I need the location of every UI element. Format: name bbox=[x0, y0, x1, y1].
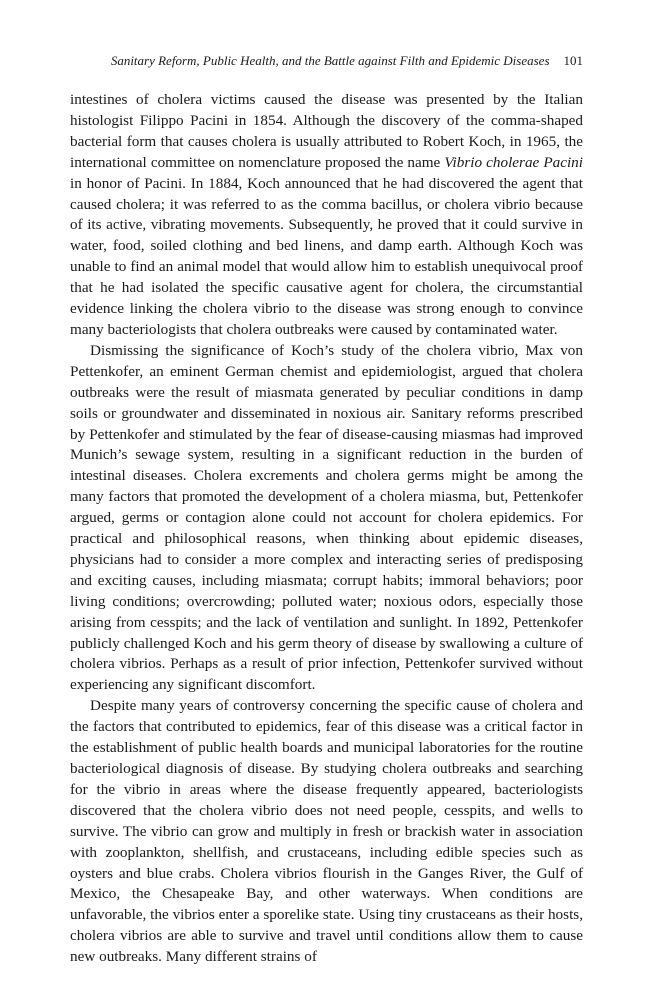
paragraph-3: Despite many years of controversy concerning the specific cause of cholera and the factors that contributed to epidemics, fear of this disease was a critical factor in the establishment of public health boards and municipal laboratories for the routine bacteriological diagnosis of disease. By studying cholera outbreaks and searching for the vibrio in areas where the disease frequently appeared, bacteriologists discovered that the cholera vibrio does not need people, cesspits, and wells to survive. The vibrio can grow and multiply in fresh or brackish water in association with zooplankton, shellfish, and crustaceans, including edible species such as oysters and blue crabs. Cholera vibrios flourish in the Ganges River, the Gulf of Mexico, the Chesapeake Bay, and other waterways. When conditions are unfavorable, the vibrios enter a sporelike state. Using tiny crustaceans as their hosts, cholera vibrios are able to survive and travel until conditions allow them to cause new outbreaks. Many different strains of bbox=[70, 697, 583, 966]
running-title: Sanitary Reform, Public Health, and the Battle against Filth and Epidemic Diseases bbox=[110, 53, 550, 68]
paragraph-1-text-after: in honor of Pacini. In 1884, Koch announced that he had discovered the agent that caused cholera; it was referred to as the comma bacillus, or cholera vibrio because of its active, vibrating movements. Subsequently, he proved that it could survive in water, food, soiled clothing and bed linens, and damp earth. Although Koch was unable to find an animal model that would allow him to establish unequivocal proof that he had isolated the specific causative agent for cholera, the circumstantial evidence linking the cholera vibrio to the disease was strong enough to convince many bacteriologists that cholera outbreaks were caused by contaminated water. bbox=[70, 174, 583, 338]
paragraph-1-text-before: intestines of cholera victims caused the disease was presented by the Italian histologist Filippo Pacini in 1854. Although the discovery of the comma-shaped bacterial form that causes cholera is usually attributed to Robert Koch, in 1965, the international committee on nomenclature proposed the name bbox=[70, 91, 583, 171]
book-page bbox=[70, 52, 583, 968]
running-header bbox=[70, 52, 583, 70]
species-name: Vibrio cholerae Pacini bbox=[444, 153, 583, 171]
page-number: 101 bbox=[563, 53, 583, 68]
paragraph-2: Dismissing the significance of Koch’s study of the cholera vibrio, Max von Pettenkofer, an eminent German chemist and epidemiologist, argued that cholera outbreaks were the result of miasmata generated by peculiar conditions in damp soils or groundwater and disseminated in noxious air. Sanitary reforms prescribed by Pettenkofer and stimulated by the fear of disease-causing miasmas had improved Munich’s sewage system, resulting in a significant reduction in the burden of intestinal diseases. Cholera excrements and cholera germs might be among the many factors that promoted the development of a cholera miasma, but, Pettenkofer argued, germs or contagion alone could not account for cholera epidemics. For practical and philosophical reasons, when thinking about epidemic diseases, physicians had to consider a more complex and interacting series of predisposing and exciting causes, including miasmata; corrupt habits; immoral behaviors; poor living conditions; overcrowding; polluted water; noxious odors, especially those arising from cesspits; and the lack of ventilation and sunlight. In 1892, Pettenkofer publicly challenged Koch and his germ theory of disease by swallowing a culture of cholera vibrios. Perhaps as a result of prior infection, Pettenkofer survived without experiencing any significant discomfort. bbox=[70, 341, 583, 694]
body-text bbox=[70, 90, 583, 968]
paragraph-1 bbox=[70, 90, 583, 341]
